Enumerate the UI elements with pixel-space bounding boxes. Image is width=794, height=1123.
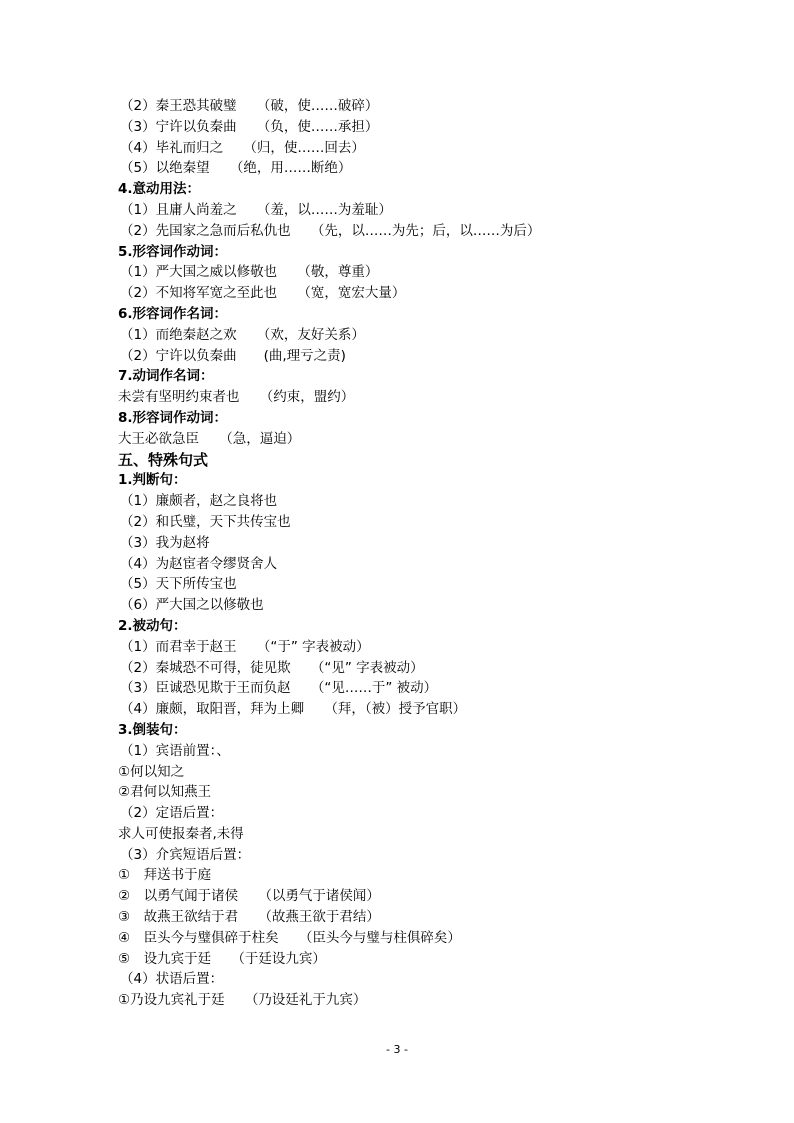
subheading: 8.形容词作动词： (118, 409, 228, 426)
text-line: （6）严大国之以修敬也 (120, 597, 264, 614)
text-line: （2）和氏璧，天下共传宝也 (120, 513, 291, 530)
text-line: （4）状语后置： (120, 971, 224, 988)
text-line: （2）宁许以负秦曲 (曲,理亏之责) (120, 347, 346, 364)
text-line: （3）我为赵将 (120, 534, 210, 551)
page-number: - 3 - (386, 1043, 408, 1056)
text-line: （3）介宾短语后置： (120, 846, 251, 863)
text-line: （1）且庸人尚羞之 （羞，以……为羞耻） (120, 201, 392, 218)
text-line: （3）臣诚恐见欺于王而负赵 （“见……于” 被动） (120, 680, 438, 697)
text-line: （5）天下所传宝也 (120, 576, 237, 593)
text-line: （4）廉颇，取阳晋，拜为上卿 （拜，（被）授予官职） (120, 701, 467, 718)
text-line: 大王必欲急臣 （急，逼迫） (118, 430, 301, 447)
section-heading: 五、特殊句式 (118, 450, 209, 469)
text-line: ④ 臣头今与璧俱碎于柱矣 （臣头今与璧与柱俱碎矣） (118, 929, 461, 946)
text-line: ②君何以知燕王 (118, 784, 212, 801)
subheading: 5.形容词作动词： (118, 243, 228, 260)
text-line: ③ 故燕王欲结于君 （故燕王欲于君结） (118, 909, 380, 926)
text-line: ① 拜送书于庭 (118, 867, 212, 884)
text-line: （2）秦城恐不可得，徒见欺 （“见” 字表被动） (120, 659, 424, 676)
text-line: （2）先国家之急而后私仇也 （先，以……为先；后，以……为后） (120, 222, 541, 239)
subheading: 1.判断句： (118, 472, 187, 489)
text-line: ①乃设九宾礼于廷 （乃设廷礼于九宾） (118, 992, 367, 1009)
text-line: ①何以知之 (118, 763, 185, 780)
subheading: 7.动词作名词： (118, 368, 214, 385)
text-line: 求人可使报秦者,未得 (118, 825, 244, 842)
subheading: 4.意动用法： (118, 181, 201, 198)
text-line: （4）毕礼而归之 （归，使……回去） (120, 139, 365, 156)
subheading: 2.被动句： (118, 617, 187, 634)
text-line: ⑤ 设九宾于廷 （于廷设九宾） (118, 950, 326, 967)
text-line: （5）以绝秦望 （绝，用……断绝） (120, 160, 352, 177)
text-line: ② 以勇气闻于诸侯 （以勇气于诸侯闻） (118, 888, 380, 905)
text-line: （1）严大国之威以修敬也 （敬，尊重） (120, 264, 379, 281)
text-line: （1）而君幸于赵王 （“于” 字表被动） (120, 638, 370, 655)
subheading: 6.形容词作名词： (118, 305, 228, 322)
text-line: （4）为赵宦者令缪贤舍人 (120, 555, 278, 572)
subheading: 3.倒装句： (118, 721, 187, 738)
document-body (118, 96, 718, 1011)
text-line: 未尝有坚明约束者也 （约束，盟约） (118, 389, 355, 406)
text-line: （3）宁许以负秦曲 （负，使……承担） (120, 118, 379, 135)
text-line: （1）宾语前置：、 (120, 742, 230, 759)
text-line: （1）廉颇者，赵之良将也 (120, 493, 278, 510)
text-line: （2）秦王恐其破璧 （破，使……破碎） (120, 98, 379, 114)
text-line: （2）不知将军宽之至此也 （宽，宽宏大量） (120, 285, 406, 302)
text-line: （1）而绝秦赵之欢 （欢，友好关系） (120, 326, 365, 343)
text-line: （2）定语后置： (120, 805, 224, 822)
